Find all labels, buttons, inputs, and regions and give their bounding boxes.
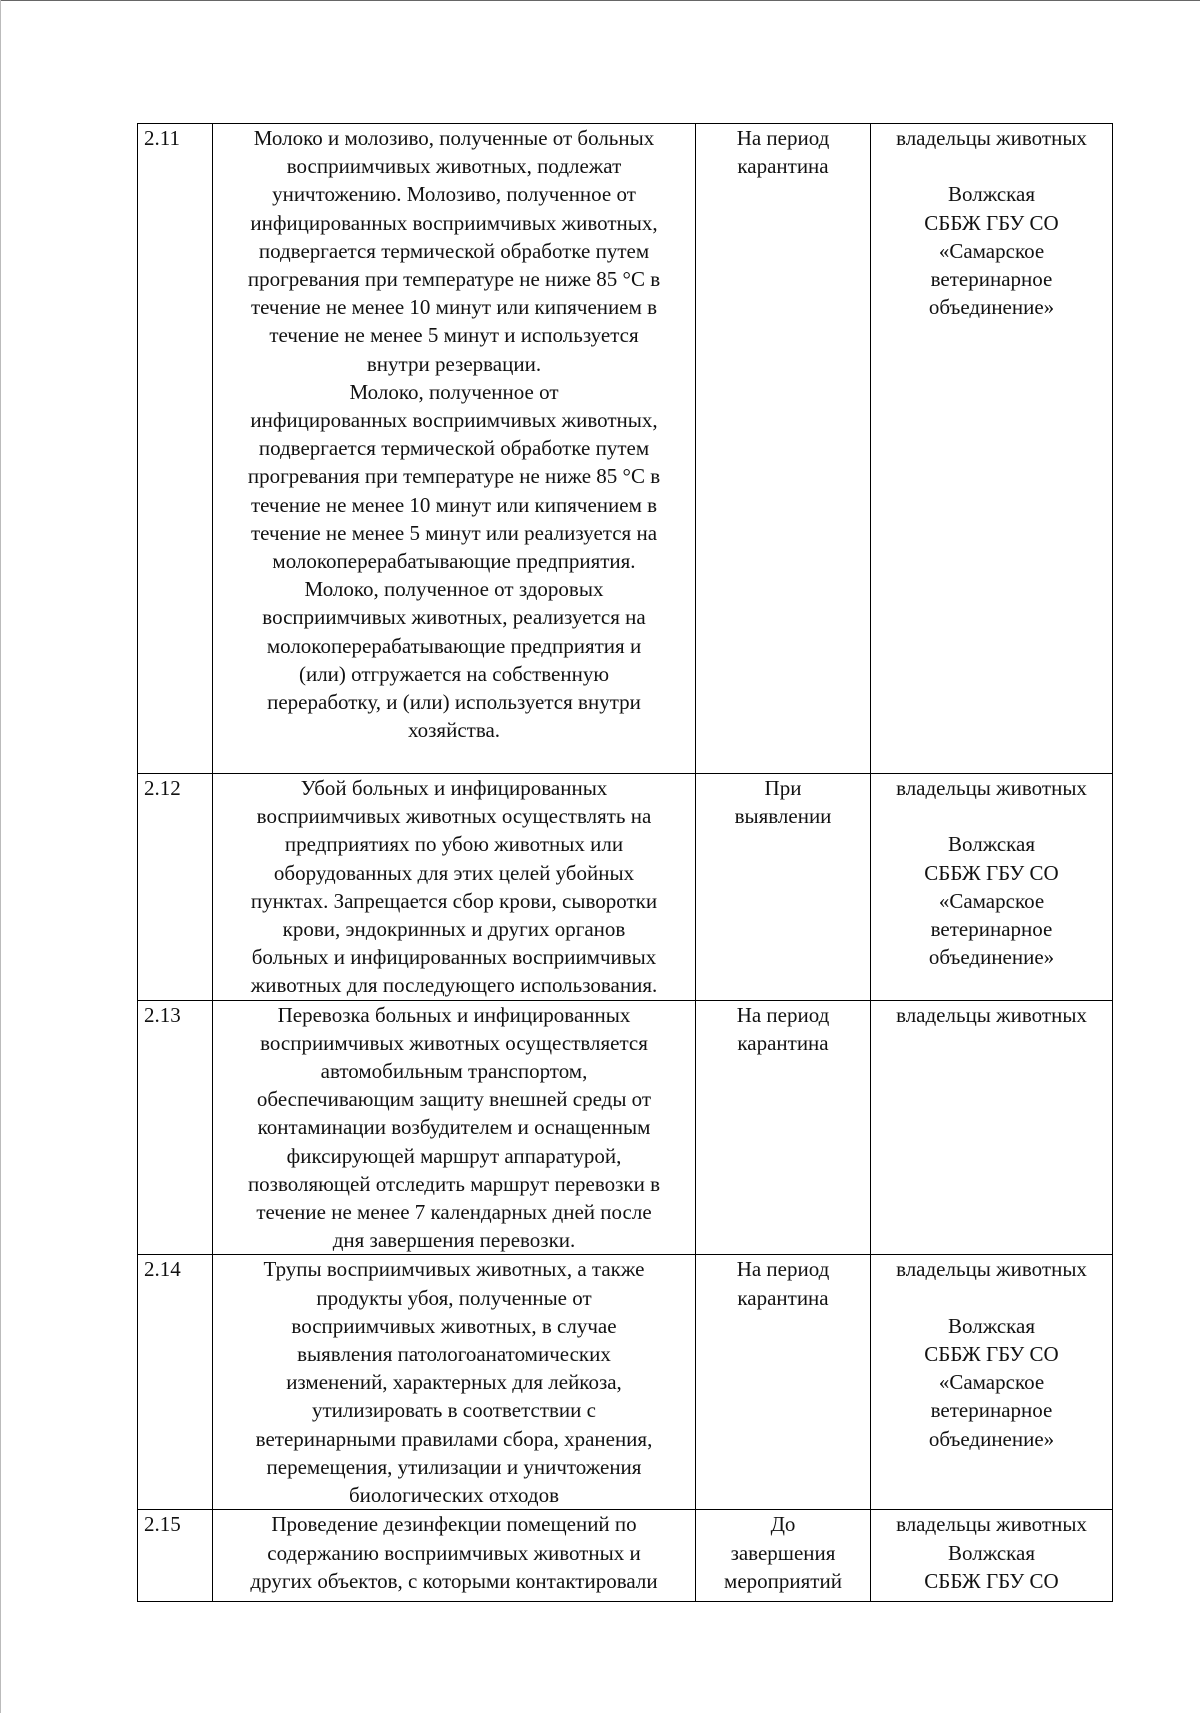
responsible-line: СББЖ ГБУ СО (924, 1568, 1059, 1593)
measure-description (213, 1255, 696, 1510)
responsible-line: Волжская (947, 832, 1036, 857)
row-number: 2.11 (138, 124, 213, 774)
responsible-owners: владельцы животных (896, 1512, 1087, 1537)
description-line: хозяйства. (407, 718, 501, 743)
description-line: обеспечивающим защиту внешней среды от (256, 1087, 652, 1112)
table-row (138, 1000, 1113, 1255)
term-line: До (770, 1512, 796, 1537)
measure-description (213, 124, 696, 774)
description-line: утилизировать в соответствии с (312, 1398, 596, 1423)
responsible-line: СББЖ ГБУ СО (924, 860, 1059, 885)
description-line: молокоперерабатывающие предприятия и (266, 633, 642, 658)
term-line: карантина (737, 1030, 829, 1055)
description-line: инфицированных восприимчивых животных, (250, 210, 658, 235)
description-line: восприимчивых животных осуществлять на (256, 804, 652, 829)
description-line: подвергается термической обработке путем (258, 238, 650, 263)
row-number: 2.13 (138, 1000, 213, 1255)
description-line: ветеринарными правилами сбора, хранения, (255, 1426, 653, 1451)
responsible-line: объединение» (928, 295, 1055, 320)
description-line: течение не менее 10 минут или кипячением в (250, 492, 658, 517)
description-line: Молоко, полученное от здоровых (304, 577, 604, 602)
description-line: течение не менее 5 минут или реализуется на (250, 520, 658, 545)
description-line: дня завершения перевозки. (332, 1228, 576, 1253)
responsible-line: ветеринарное (930, 1398, 1053, 1423)
responsible-line: «Самарское (938, 888, 1045, 913)
description-line: подвергается термической обработке путем (258, 436, 650, 461)
measure-term (696, 1000, 871, 1255)
description-line: изменений, характерных для лейкоза, (286, 1370, 622, 1395)
responsible-line: СББЖ ГБУ СО (924, 1342, 1059, 1367)
description-line: молокоперерабатывающие предприятия. (272, 549, 636, 574)
description-line: больных и инфицированных восприимчивых (251, 945, 657, 970)
description-line: фиксирующей маршрут аппаратурой, (286, 1143, 622, 1168)
responsible-owners: владельцы животных (896, 126, 1087, 150)
table-row (138, 1255, 1113, 1510)
description-line: течение не менее 7 календарных дней после (256, 1200, 652, 1225)
responsible-line: объединение» (928, 1426, 1055, 1451)
description-line: течение не менее 10 минут или кипячением в (250, 295, 658, 320)
description-line: (или) отгружается на собственную (298, 661, 610, 686)
responsible-party (871, 1510, 1113, 1602)
term-line: карантина (737, 1285, 829, 1310)
description-line: переработку, и (или) используется внутри (267, 690, 641, 715)
responsible-line: Волжская (947, 1540, 1036, 1565)
description-line: Проведение дезинфекции помещений по (271, 1512, 637, 1537)
spacer (877, 1284, 1106, 1312)
measures-table (137, 123, 1113, 1602)
responsible-party (871, 774, 1113, 1001)
responsible-line: объединение» (928, 945, 1055, 970)
description-line: прогревания при температуре не ниже 85 °С в (247, 464, 661, 489)
description-line: Молоко и молозиво, полученные от больных (253, 126, 655, 150)
description-line: позволяющей отследить маршрут перевозки в (247, 1171, 661, 1196)
responsible-owners: владельцы животных (896, 776, 1087, 800)
page-top-edge (0, 0, 1200, 1)
responsible-line: СББЖ ГБУ СО (924, 210, 1059, 235)
responsible-party (871, 124, 1113, 774)
description-line: выявления патологоанатомических (297, 1342, 611, 1367)
description-line: течение не менее 5 минут и используется (269, 323, 639, 348)
responsible-line: «Самарское (938, 1370, 1045, 1395)
measure-term (696, 774, 871, 1001)
responsible-owners: владельцы животных (896, 1002, 1087, 1027)
measure-term (696, 124, 871, 774)
term-line: завершения (730, 1540, 836, 1565)
description-line: автомобильным транспортом, (320, 1059, 588, 1084)
term-line: На период (736, 1002, 830, 1027)
spacer (877, 152, 1106, 180)
term-line: выявлении (734, 804, 832, 829)
description-line: предприятиях по убою животных или (284, 832, 624, 857)
term-line: На период (736, 1257, 830, 1282)
description-line: инфицированных восприимчивых животных, (250, 408, 658, 433)
description-line: животных для последующего использования. (250, 973, 658, 998)
description-line: содержанию восприимчивых животных и (267, 1540, 641, 1565)
description-line: пунктах. Запрещается сбор крови, сыворотки (250, 888, 658, 913)
description-line: уничтожению. Молозиво, полученное от (272, 182, 636, 207)
measure-description (213, 1000, 696, 1255)
term-line: карантина (737, 154, 829, 179)
table-row (138, 1510, 1113, 1602)
responsible-owners: владельцы животных (896, 1257, 1087, 1282)
measure-term (696, 1510, 871, 1602)
measure-description (213, 774, 696, 1001)
row-number: 2.15 (138, 1510, 213, 1602)
description-line: восприимчивых животных осуществляется (260, 1030, 648, 1055)
description-line: контаминации возбудителем и оснащенным (257, 1115, 651, 1140)
page-left-edge (0, 0, 1, 1713)
description-line: восприимчивых животных, реализуется на (262, 605, 646, 630)
responsible-line: ветеринарное (930, 917, 1053, 941)
description-line: перемещения, утилизации и уничтожения (266, 1454, 642, 1479)
responsible-party (871, 1255, 1113, 1510)
description-line: биологических отходов (349, 1483, 559, 1508)
table-row (138, 774, 1113, 1001)
description-line: Убой больных и инфицированных (300, 776, 608, 800)
responsible-line: ветеринарное (930, 267, 1053, 291)
description-line: других объектов, с которыми контактировали (250, 1568, 658, 1593)
responsible-line: «Самарское (938, 238, 1045, 263)
description-line: восприимчивых животных, подлежат (286, 154, 622, 179)
description-line: Молоко, полученное от (349, 379, 559, 404)
responsible-line: Волжская (947, 182, 1036, 207)
measure-description (213, 1510, 696, 1602)
description-line: Перевозка больных и инфицированных (277, 1002, 631, 1027)
description-line: оборудованных для этих целей убойных (273, 860, 635, 885)
description-line: внутри резервации. (366, 351, 542, 376)
row-number: 2.14 (138, 1255, 213, 1510)
description-line: Трупы восприимчивых животных, а также (263, 1257, 645, 1282)
description-line: продукты убоя, полученные от (316, 1285, 592, 1310)
term-line: На период (736, 126, 830, 150)
description-line: крови, эндокринных и других органов (282, 917, 626, 942)
responsible-party (871, 1000, 1113, 1255)
measure-term (696, 1255, 871, 1510)
responsible-line: Волжская (947, 1313, 1036, 1338)
term-line: мероприятий (724, 1568, 842, 1593)
description-line: восприимчивых животных, в случае (291, 1313, 617, 1338)
description-line: прогревания при температуре не ниже 85 °С в (247, 267, 661, 292)
term-line: При (764, 776, 802, 800)
row-number: 2.12 (138, 774, 213, 1001)
table-row (138, 124, 1113, 774)
spacer (877, 802, 1106, 830)
